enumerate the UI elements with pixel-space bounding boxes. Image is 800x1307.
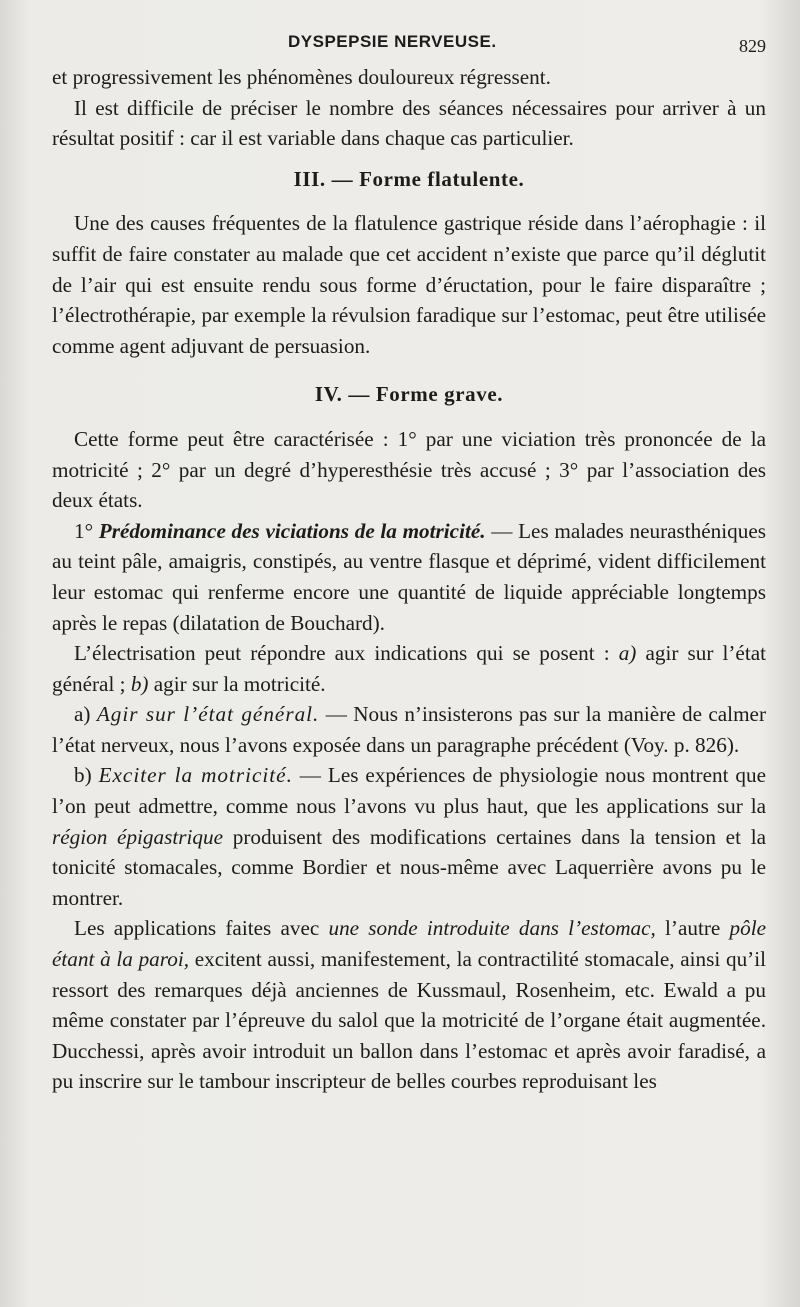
paragraph-electrisation [52,638,766,699]
section-heading-grave: IV. — Forme grave. [314,382,504,407]
paragraph-continuation: et progressivement les phénomènes douloureux régressent. [52,65,551,89]
italic-run: b) [130,671,149,696]
paragraph-sessions: Il est difficile de préciser le nombre des séances nécessaires pour arriver à un résultat positif : car il est variable dans chaque cas particulier. [52,95,766,151]
page-number: 829 [739,36,766,56]
paragraph-motricite-text: — Les malades neurasthéniques au teint pâle, amaigris, constipés, au ventre flasque et déprimé, vident difficilement leur estomac qui renferme encore une quantité de liquide appréciable longtemps après le repas (dilatation de Bouchard). [52,518,766,635]
page-header [52,28,766,62]
body-text [52,62,766,1097]
paragraph-etat-general [52,699,766,760]
item-label: b) [74,763,99,788]
text-run: excitent aussi, manifestement, la contractilité stomacale, ainsi qu’il ressort des remarques déjà anciennes de Kussmaul, Rosenheim, etc. Ewald a pu même constater par l’épreuve du salol que la motricité de l’organe était augmentée. Ducchessi, après avoir introduit un ballon dans l’estomac et après avoir faradisé, a pu inscrire sur le tambour inscripteur de belles courbes reproduisant les [52,947,766,1094]
text-run: Les applications faites avec [74,916,329,941]
section-heading-flatulente: III. — Forme flatulente. [293,166,525,191]
text-run: l’autre [655,916,730,941]
item-label: a) [74,702,97,727]
text-run: L’électrisation peut répondre aux indications qui se posent : [74,641,619,666]
subsection-title-exciter: Exciter la motricité. [98,763,293,788]
running-head: DYSPEPSIE NERVEUSE. [288,32,497,51]
text-run: — Les expériences de physiologie nous montrent que l’on peut admettre, comme nous l’avons vu plus haut, que les applications sur la [52,763,766,819]
subsection-title-motricite: Prédominance des viciations de la motricité. [98,518,486,543]
italic-run: région épigastrique [52,824,223,849]
italic-run: a) [618,641,637,666]
item-number: 1° [74,518,99,543]
paragraph-motricite [52,516,766,638]
paragraph-forme-grave: Cette forme peut être caractérisée : 1° par une viciation très prononcée de la motricité ; 2° par un degré d’hyperesthésie très accusé ; 3° par l’association des deux états. [52,426,766,513]
italic-run: une sonde introduite dans l’estomac, [328,916,656,941]
text-run: agir sur la motricité. [148,671,326,696]
italic-run: pôle étant à la paroi, [52,916,766,972]
text-run: agir sur l’état général ; [52,641,766,696]
paragraph-applications [52,913,766,1097]
paragraph-aerophagie: Une des causes fréquentes de la flatulence gastrique réside dans l’aérophagie : il suffit de faire constater au malade que cet accident n’existe que parce qu’il déglutit de l’air qui est ensuite rendu sous forme d’éructation, pour le faire disparaître ; l’électrothérapie, par exemple la révulsion faradique sur l’estomac, peut être utilisée comme agent adjuvant de persuasion. [52,211,766,358]
text-run: — Nous n’insisterons pas sur la manière de calmer l’état nerveux, nous l’avons exposée dans un paragraphe précédent (Voy. p. 826). [52,702,767,757]
text-run: produisent des modifications certaines dans la tension et la tonicité stomacales, comme Bordier et nous-même avec Laquerrière avons pu le montrer. [52,824,766,910]
subsection-title-etat-general: Agir sur l’état général. [96,702,320,727]
paragraph-exciter-motricite [52,760,766,913]
